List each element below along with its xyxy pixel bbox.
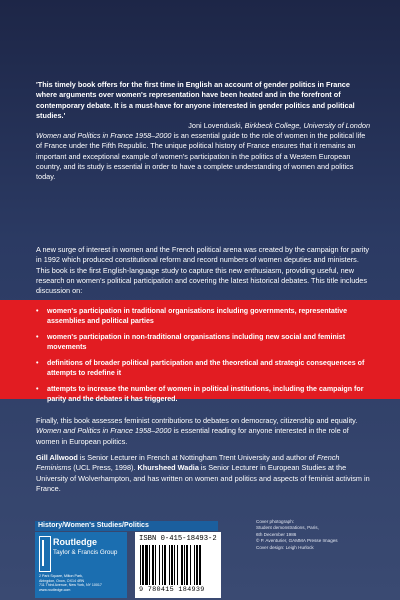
isbn-text: ISBN 0-415-18493-2 bbox=[139, 535, 217, 543]
routledge-logo-icon bbox=[39, 536, 51, 572]
author-bio-2: is Senior Lecturer in European Studies at the University of Wolverhampton, and has written on women and politics and aspects of feminist activism in France. bbox=[36, 463, 370, 493]
address-line: 2 Park Square, Milton Park, bbox=[39, 574, 83, 578]
description-text: A new surge of interest in women and the French political arena was created by the campaign for parity in 1992 which produced constitutional reform and record numbers of women deputies and ministers. This book is the first English-language study to capture this new enthusiasm, providing useful, new research on women's political participation and covering the latest historical debates. This title includes discussion on: bbox=[36, 245, 369, 296]
address-line: www.routledge.com bbox=[39, 587, 71, 592]
closing-text-2: is essential reading for anyone interested in the role of women in European politics. bbox=[36, 426, 349, 446]
publisher-group: Taylor & Francis Group bbox=[53, 549, 118, 556]
closing-text-1: Finally, this book assesses feminist contributions to debates on democracy, citizenship and equality. bbox=[36, 416, 358, 425]
intro-paragraph bbox=[36, 131, 370, 182]
credit-line: Cover photograph: bbox=[256, 519, 295, 524]
book-title-italic: Women and Politics in France 1958–2000 bbox=[36, 131, 172, 140]
barcode-box bbox=[135, 532, 221, 598]
intro-text: is an essential guide to the role of women in the political life of France under the Fifth Republic. The unique political history of France ensures that it remains an important and exceptional example of women's participation in the politics of a Western European country, and its study is essential in order to have a complete understanding of women and politics today. bbox=[36, 131, 366, 182]
credit-line: © P. Aventurier, GAMMA Presse Images bbox=[256, 538, 338, 544]
topic-item bbox=[36, 332, 372, 352]
publisher-box bbox=[35, 532, 127, 598]
author-bio-1b: (UCL Press, 1998). bbox=[71, 463, 138, 473]
topic-list bbox=[36, 306, 372, 410]
credit-line: Student demonstrations, Paris, bbox=[256, 525, 319, 531]
quote-institution: Birkbeck College, University of London bbox=[244, 121, 370, 131]
author-name-1: Gill Allwood bbox=[36, 453, 78, 462]
credit-line: 6th December 1986 bbox=[256, 531, 297, 537]
publisher-address bbox=[39, 574, 102, 592]
address-line: 711 Third Avenue, New York, NY 10017 bbox=[39, 583, 102, 588]
topic-text: definitions of broader political participation and the theoretical and strategic consequences of attempts to redefine it bbox=[47, 359, 365, 377]
barcode-icon bbox=[139, 545, 217, 585]
topic-text: women's participation in traditional organisations including governments, representative assemblies and political parties bbox=[47, 307, 348, 325]
author-book-title: French Feminisms bbox=[36, 453, 340, 473]
endorsement-quote bbox=[36, 80, 370, 131]
bullet-icon: • bbox=[36, 359, 39, 367]
topic-text: women's participation in non-traditional organisations including new social and feminist movements bbox=[47, 333, 346, 351]
author-bio-1a: is Senior Lecturer in French at Nottingham Trent University and author of bbox=[77, 453, 317, 462]
author-bios bbox=[36, 453, 370, 494]
credit-line: Cover design: Leigh Hurlock bbox=[256, 544, 314, 550]
closing-paragraph bbox=[36, 416, 370, 447]
address-line: Abingdon, Oxon, OX14 4RN bbox=[39, 578, 85, 583]
topic-item bbox=[36, 358, 372, 378]
subject-category: History/Women's Studies/Politics bbox=[35, 521, 218, 531]
description-paragraph bbox=[36, 245, 370, 296]
topic-text: attempts to increase the number of women in political institutions, including the campaign for parity and the debates it has triggered. bbox=[47, 385, 364, 403]
publisher-name: Routledge bbox=[53, 537, 97, 547]
bullet-icon: • bbox=[36, 385, 39, 393]
barcode-number: 9 780415 184939 bbox=[139, 586, 205, 594]
bullet-icon: • bbox=[36, 333, 39, 341]
topic-item bbox=[36, 384, 372, 404]
cover-credits bbox=[256, 519, 386, 551]
quote-text: 'This timely book offers for the first time in English an account of gender politics in France where arguments over women's representation have been heated and in the forefront of contemporary debate. It is a must-have for anyone interested in gender politics and political studies.' bbox=[36, 80, 355, 120]
footer-band bbox=[0, 513, 400, 600]
author-name-2: Khursheed Wadia bbox=[137, 463, 199, 473]
quote-author: Joni Lovenduski, bbox=[188, 121, 243, 131]
bullet-icon: • bbox=[36, 307, 39, 315]
topic-item bbox=[36, 306, 372, 326]
book-title-italic: Women and Politics in France 1958–2000 bbox=[36, 426, 172, 436]
quote-attribution bbox=[36, 121, 370, 131]
